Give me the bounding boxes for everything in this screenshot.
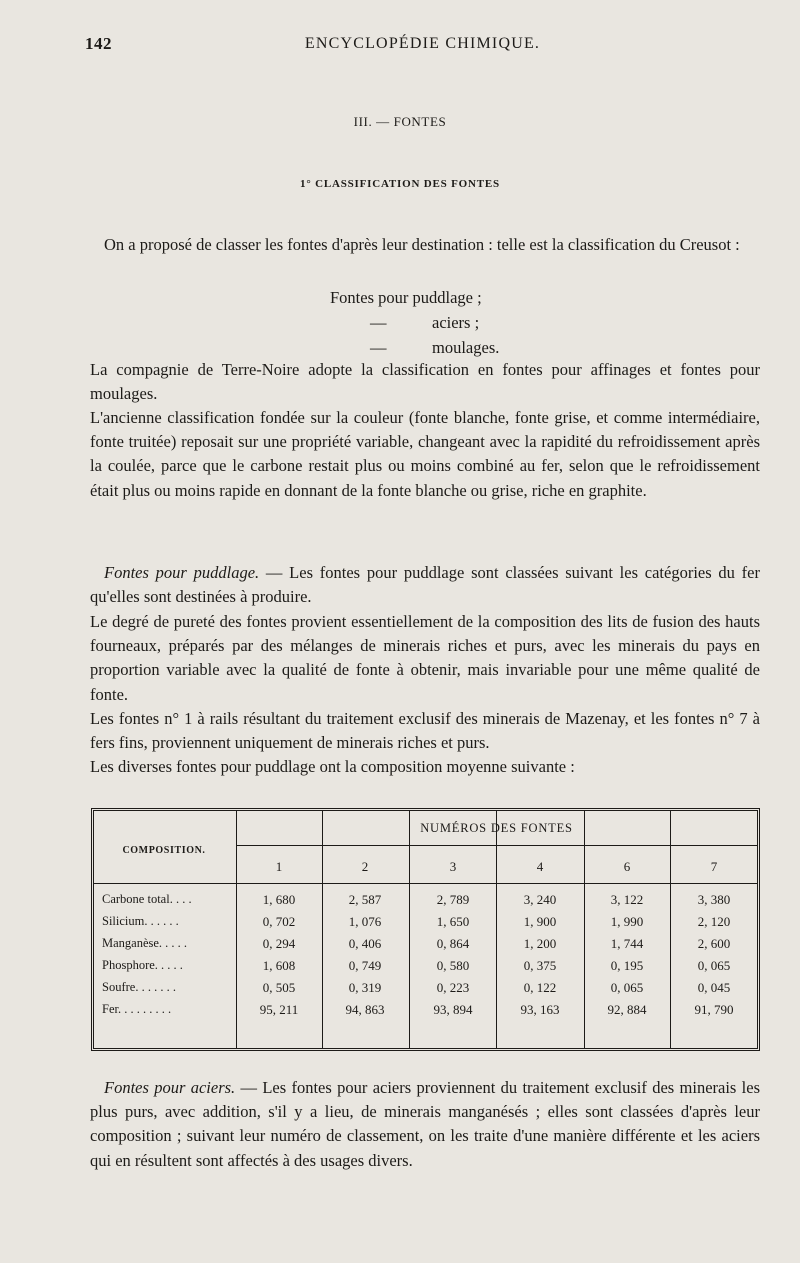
paragraph-fontes-rails bbox=[90, 707, 760, 755]
table-row-label: Phosphore. . . . . bbox=[102, 958, 183, 972]
table-cell: 0, 406 bbox=[348, 936, 382, 951]
table-cell: 93, 163 bbox=[520, 1002, 560, 1017]
table-cell: 0, 294 bbox=[262, 936, 296, 951]
table-row-label: Soufre. . . . . . . bbox=[102, 980, 176, 994]
table-row-label: Manganèse. . . . . bbox=[102, 936, 188, 950]
table-column-header: 7 bbox=[710, 859, 718, 874]
paragraph-text: — Les fontes pour puddlage sont classées suivant les catégories du fer qu'elles sont destinées à produire. bbox=[90, 563, 760, 607]
table-row-label: Carbone total. . . . bbox=[102, 892, 192, 906]
table-rule bbox=[322, 811, 323, 1048]
table-column-header: 3 bbox=[449, 859, 457, 874]
table-cell: 94, 863 bbox=[345, 1002, 385, 1017]
table-cell: 0, 223 bbox=[436, 980, 470, 995]
paragraph-intro bbox=[90, 233, 760, 257]
table-rule bbox=[670, 811, 671, 1048]
table-cell: 2, 600 bbox=[697, 936, 731, 951]
table-cell: 1, 608 bbox=[262, 958, 296, 973]
paragraph-text: Les diverses fontes pour puddlage ont la composition moyenne suivante : bbox=[90, 757, 575, 776]
table-cell: 1, 200 bbox=[523, 936, 557, 951]
paragraph-fontes-aciers bbox=[90, 1076, 760, 1173]
table-rule bbox=[94, 883, 757, 884]
table-cell: 3, 380 bbox=[697, 892, 731, 907]
table-cell: 0, 580 bbox=[436, 958, 470, 973]
table-cell: 1, 680 bbox=[262, 892, 296, 907]
table-row-label: Silicium. . . . . . bbox=[102, 914, 179, 928]
list-dash: — bbox=[370, 338, 387, 357]
table-cell: 0, 749 bbox=[348, 958, 382, 973]
table-rule bbox=[584, 811, 585, 1048]
table-composition-header: COMPOSITION. bbox=[122, 845, 206, 856]
paragraph-text: La compagnie de Terre-Noire adopte la classification en fontes pour affinages et fontes pour moulages. bbox=[90, 360, 760, 404]
paragraph-fontes-puddlage bbox=[90, 561, 760, 609]
list-item: moulages. bbox=[432, 338, 500, 357]
table-rule bbox=[496, 811, 497, 1048]
table-cell: 0, 065 bbox=[697, 958, 731, 973]
table-cell: 0, 065 bbox=[610, 980, 644, 995]
table-cell: 0, 702 bbox=[262, 914, 296, 929]
table-cell: 95, 211 bbox=[259, 1002, 299, 1017]
running-title: ENCYCLOPÉDIE CHIMIQUE. bbox=[304, 35, 541, 52]
table-cell: 3, 240 bbox=[523, 892, 557, 907]
paragraph-ancienne-classification bbox=[90, 406, 760, 503]
paragraph-text: Le degré de pureté des fontes provient essentiellement de la composition des lits de fusion des hauts fourneaux, préparés par des mélanges de minerais riches et purs, avec les minerais du pays en proportion variable avec la qualité de fonte à obtenir, mais invariable pour une même qualité de fonte. bbox=[90, 612, 760, 704]
subsection-title: 1° CLASSIFICATION DES FONTES bbox=[300, 178, 500, 190]
table-column-header: 6 bbox=[623, 859, 631, 874]
paragraph-text: — Les fontes pour aciers proviennent du traitement exclusif des minerais les plus purs, avec addition, s'il y a lieu, de minerais manganésés ; elles sont classées d'après leur composition ; suivant leur numéro de classement, on les traite d'une manière différente et les aciers qui en résultent sont affectés à des usages divers. bbox=[90, 1078, 760, 1170]
table-cell: 1, 990 bbox=[610, 914, 644, 929]
table-cell: 0, 505 bbox=[262, 980, 296, 995]
table-rule bbox=[409, 811, 410, 1048]
table-cell: 2, 587 bbox=[348, 892, 382, 907]
paragraph-composition-intro bbox=[90, 755, 760, 779]
composition-table bbox=[91, 808, 760, 1051]
table-column-header: 2 bbox=[361, 859, 369, 874]
table-cell: 0, 864 bbox=[436, 936, 470, 951]
table-cell: 0, 375 bbox=[523, 958, 557, 973]
table-cell: 2, 120 bbox=[697, 914, 731, 929]
table-cell: 93, 894 bbox=[433, 1002, 473, 1017]
table-cell: 92, 884 bbox=[607, 1002, 647, 1017]
paragraph-terre-noire bbox=[90, 358, 760, 406]
table-cell: 2, 789 bbox=[436, 892, 470, 907]
table-cell: 0, 319 bbox=[348, 980, 382, 995]
table-column-header: 1 bbox=[275, 859, 283, 874]
paragraph-text: L'ancienne classification fondée sur la couleur (fonte blanche, fonte grise, et comme intermédiaire, fonte truitée) reposait sur une propriété variable, changeant avec la rapidité du refroidissement après la coulée, parce que le carbone restait plus ou moins combiné au fer, selon que le refroidissement était plus ou moins rapide en donnant de la fonte blanche ou grise, riche en graphite. bbox=[90, 408, 760, 500]
table-cell: 91, 790 bbox=[694, 1002, 734, 1017]
paragraph-text: On a proposé de classer les fontes d'après leur destination : telle est la classification du Creusot : bbox=[104, 235, 740, 254]
table-cell: 1, 900 bbox=[523, 914, 557, 929]
running-head bbox=[85, 34, 760, 58]
paragraph-purete bbox=[90, 610, 760, 707]
page-number: 142 bbox=[85, 34, 112, 53]
table-cell: 0, 195 bbox=[610, 958, 644, 973]
section-title: III. — FONTES bbox=[353, 114, 447, 129]
table-cell: 1, 076 bbox=[348, 914, 382, 929]
table-cell: 3, 122 bbox=[610, 892, 644, 907]
list-dash: — bbox=[370, 313, 387, 332]
paragraph-lead: Fontes pour aciers. bbox=[104, 1078, 236, 1097]
table-cell: 1, 650 bbox=[436, 914, 470, 929]
paragraph-lead: Fontes pour puddlage. bbox=[104, 563, 260, 582]
list-item: aciers ; bbox=[432, 313, 480, 332]
table-rule bbox=[236, 811, 237, 1048]
table-cell: 1, 744 bbox=[610, 936, 644, 951]
list-item: Fontes pour puddlage ; bbox=[330, 288, 482, 307]
table-column-header: 4 bbox=[536, 859, 544, 874]
table-cell: 0, 045 bbox=[697, 980, 731, 995]
table-group-header: NUMÉROS DES FONTES bbox=[420, 821, 573, 835]
table-cell: 0, 122 bbox=[523, 980, 557, 995]
paragraph-text: Les fontes n° 1 à rails résultant du traitement exclusif des minerais de Mazenay, et les fontes n° 7 à fers fins, proviennent uniquement de minerais riches et purs. bbox=[90, 709, 760, 753]
table-row-label: Fer. . . . . . . . . bbox=[102, 1002, 172, 1016]
